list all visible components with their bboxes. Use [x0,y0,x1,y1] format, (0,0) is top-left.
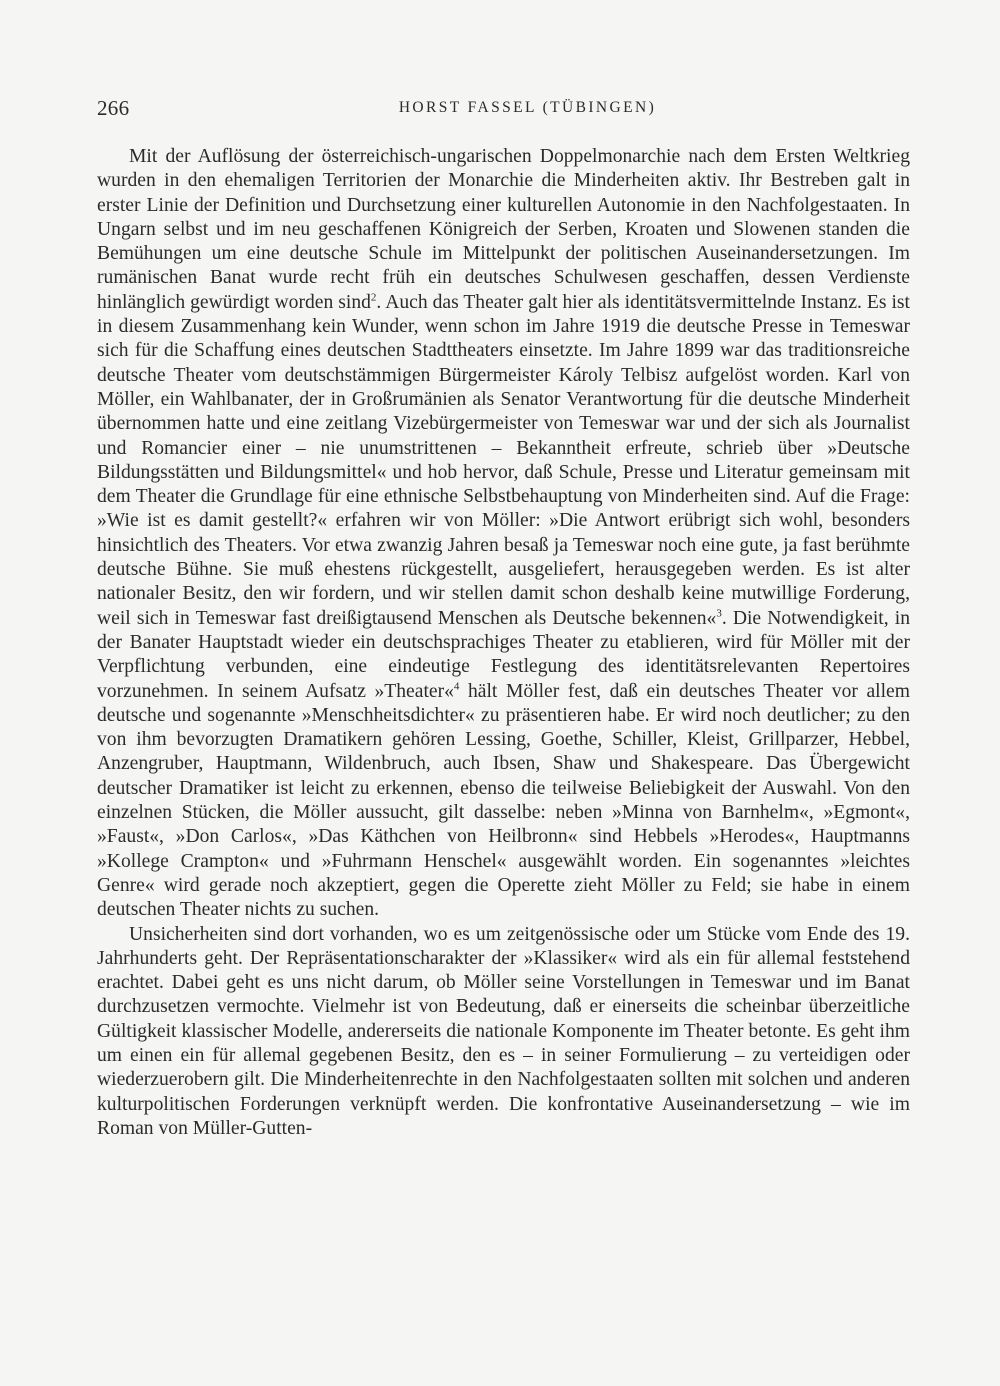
paragraph-text: . Die Notwendigkeit, in der Banater Hauptstadt wieder ein deutschsprachiges Theater zu etablieren, wird für Möller mit der Verpflichtung verbunden, eine eindeutige Festlegung des identitätsrelevanten Repertoires vorzunehmen. In seinem Aufsatz »Theater« [97,607,910,702]
running-head: HORST FASSEL (TÜBINGEN) [398,99,657,116]
page-number: 266 [97,96,130,120]
paragraph-text: Unsicherheiten sind dort vorhanden, wo es um zeitgenössische oder um Stücke vom Ende des 19. Jahrhunderts geht. Der Repräsentationscharakter der »Klassiker« wird als ein für allemal feststehend erachtet. Dabei geht es uns nicht darum, ob Möller seine Vorstellungen in Temeswar und im Banat durchzusetzen vermochte. Vielmehr ist von Bedeutung, daß er einerseits die scheinbar überzeitliche Gültigkeit klassischer Modelle, andererseits die nationale Komponente im Theater betonte. Es geht ihm um einen ein für allemal gegebenen Besitz, den es – in seiner Formulierung – zu verteidigen oder wiederzuerobern gilt. Die Minderheitenrechte in den Nachfolgestaaten sollten mit solchen und anderen kulturpolitischen Forderungen verknüpft werden. Die konfrontative Auseinandersetzung – wie im Roman von Müller-Gutten- [97,923,910,1139]
footnote-ref-2[interactable]: 2 [370,291,377,304]
footnote-ref-3[interactable]: 3 [716,607,722,620]
footnote-ref-4[interactable]: 4 [453,680,460,692]
paragraph-text: hält Möller fest, daß ein deutsches Theater vor allem deutsche und sogenannte »Menschheitsdichter« zu präsentieren habe. Er wird noch deutlicher; zu den von ihm bevorzugten Dramatikern gehören Lessing, Goethe, Schiller, Kleist, Grillparzer, Hebbel, Anzengruber, Hauptmann, Wildenbruch, auch Ibsen, Shaw und Shakespeare. Das Übergewicht deutscher Dramatiker ist leicht zu erkennen, ebenso die teilweise Beliebigkeit der Auswahl. Von den einzelnen Stücken, die Möller aussucht, gilt dasselbe: neben »Minna von Barnhelm«, »Egmont«, »Faust«, »Don Carlos«, »Das Käthchen von Heilbronn« sind Hebbels »Herodes«, Hauptmanns »Kollege Crampton« und »Fuhrmann Henschel« ausgewählt worden. Ein sogenanntes »leichtes Genre« wird gerade noch akzeptiert, gegen die Operette zieht Möller zu Feld; sie habe in einem deutschen Theater nichts zu suchen. [97,680,910,921]
body-text [97,145,910,1141]
paragraph-text: Mit der Auflösung der österreichisch-ungarischen Doppelmonarchie nach dem Ersten Weltkrieg wurden in den ehemaligen Territorien der Monarchie die Minderheiten aktiv. Ihr Bestreben galt in erster Linie der Definition und Durchsetzung einer kulturellen Autonomie in den Nachfolgestaaten. In Ungarn selbst und im neu geschaffenen Königreich der Serben, Kroaten und Slowenen standen die Bemühungen um eine deutsche Schule im Mittelpunkt der politischen Auseinandersetzungen. Im rumänischen Banat wurde recht früh ein deutsches Schulwesen geschaffen, dessen Verdienste hinlänglich gewürdigt worden sind [97,146,910,313]
paragraph-1 [97,145,910,923]
paragraph-2 [97,923,910,1142]
paragraph-text: . Auch das Theater galt hier als identitätsvermittelnde Instanz. Es ist in diesem Zusammenhang kein Wunder, wenn schon im Jahre 1919 die deutsche Presse in Temeswar sich für die Schaffung eines deutschen Stadttheaters einsetzte. Im Jahre 1899 war das traditionsreiche deutsche Theater vom deutschstämmigen Bürgermeister Károly Telbisz aufgelöst worden. Karl von Möller, ein Wahlbanater, der in Großrumänien als Senator Verantwortung für die deutsche Minderheit übernommen hatte und eine zeitlang Vizebürgermeister von Temeswar war und der sich als Journalist und Romancier einer – nie unumstrittenen – Bekanntheit erfreute, schrieb über »Deutsche Bildungsstätten und Bildungsmittel« und hob hervor, daß Schule, Presse und Literatur gemeinsam mit dem Theater die Grundlage für eine ethnische Selbstbehauptung von Minderheiten sind. Auf die Frage: »Wie ist es damit gestellt?« erfahren wir von Möller: »Die Antwort erübrigt sich wohl, besonders hinsichtlich des Theaters. Vor etwa zwanzig Jahren besaß ja Temeswar noch eine gute, ja fast berühmte deutsche Bühne. Sie muß ehestens rückgestellt, ausgeliefert, herausgegeben werden. Es ist alter nationaler Besitz, den wir fordern, und wir stellen damit schon deshalb keine mutwillige Forderung, weil sich in Temeswar fast dreißigtausend Menschen als Deutsche bekennen« [97,291,910,629]
page-header [97,94,910,124]
